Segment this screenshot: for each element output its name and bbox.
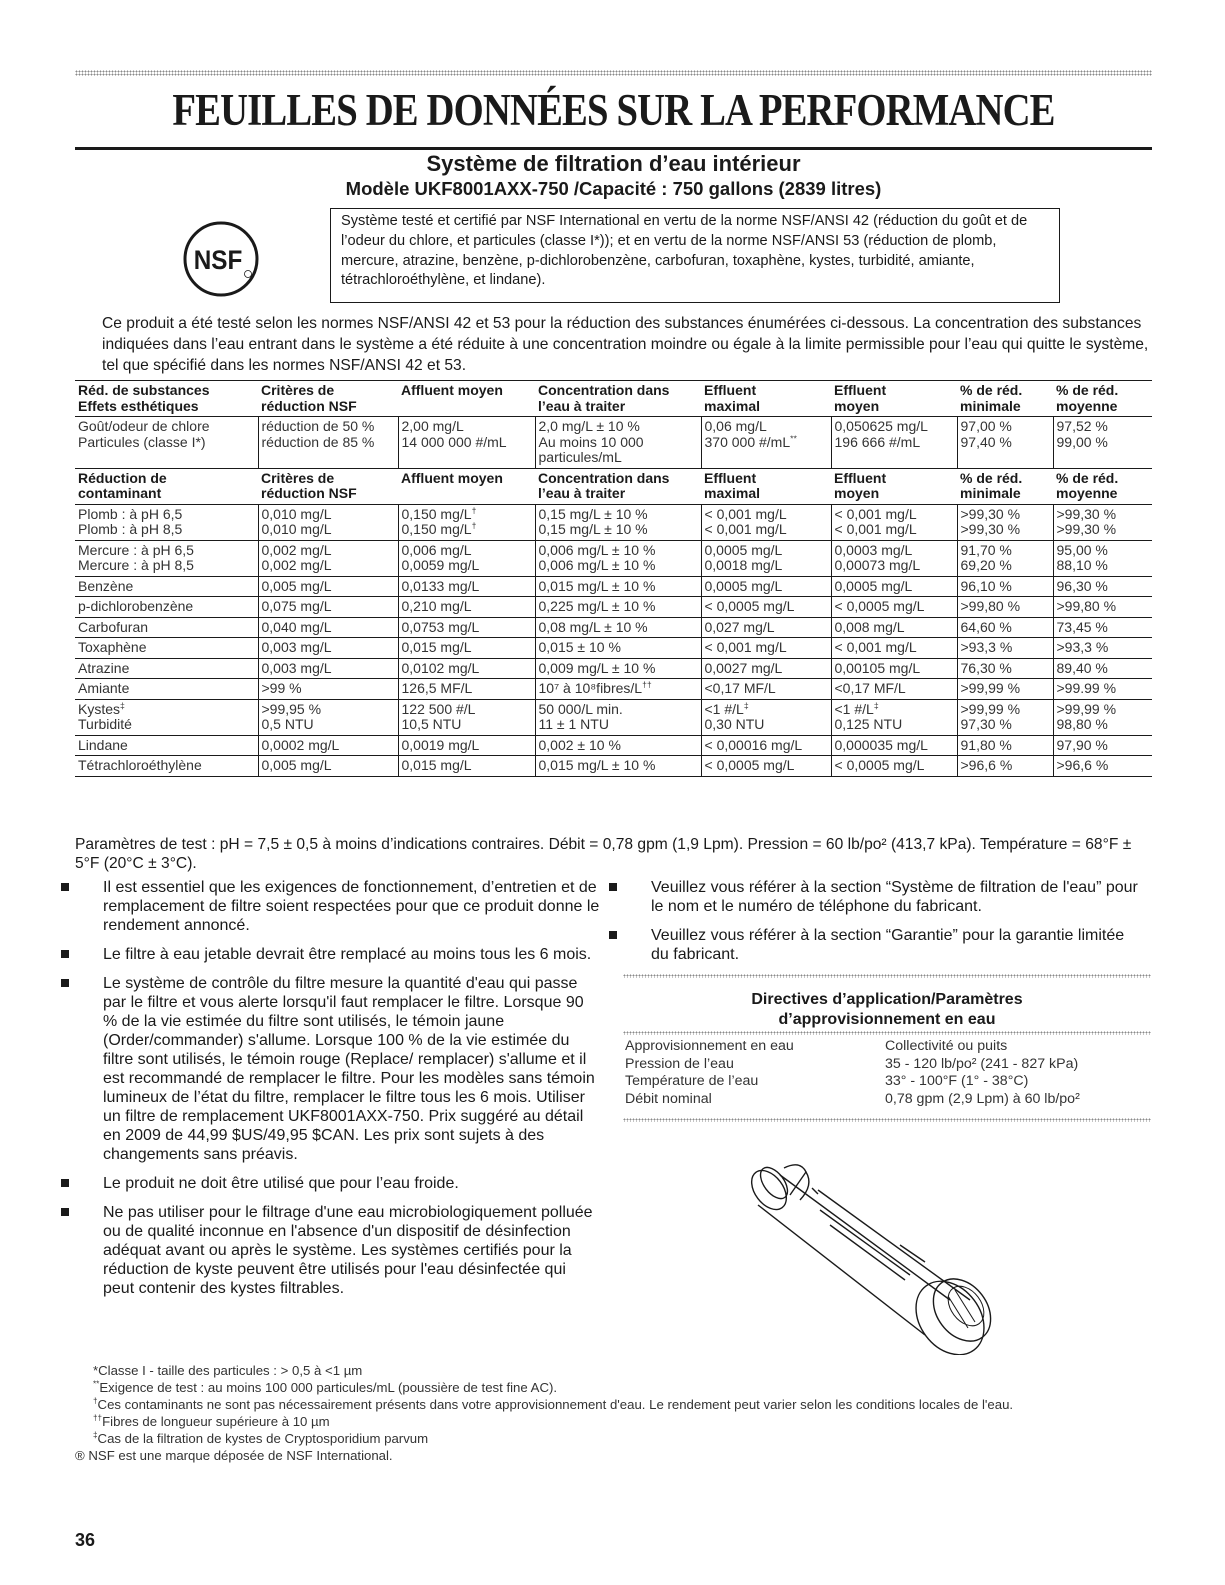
table-cell: 89,40 %: [1053, 658, 1152, 679]
table-cell: 0,0133 mg/L: [398, 576, 535, 597]
table-cell: 76,30 %: [957, 658, 1053, 679]
table-header-cell: % de réd. moyenne: [1056, 469, 1119, 501]
table-cell: >96,6 %: [957, 756, 1053, 777]
directive-row: [625, 1073, 1150, 1091]
table-cell: < 0,0005 mg/L: [831, 756, 957, 777]
table-row: [75, 617, 1152, 638]
table-cell: 0,015 mg/L ± 10 %: [535, 576, 701, 597]
directives-top-dotted-bar: [623, 974, 1151, 978]
footnotes: [75, 1362, 1152, 1464]
table-cell: 0,0003 mg/L 0,00073 mg/L: [831, 540, 957, 576]
bullet-item: [623, 878, 1143, 916]
table-cell: Goût/odeur de chlore Particules (classe I*): [78, 418, 210, 450]
table-cell: < 0,0005 mg/L: [831, 597, 957, 618]
table-cell: 0,008 mg/L: [831, 617, 957, 638]
table-cell: 0,009 mg/L ± 10 %: [535, 658, 701, 679]
directive-value: Collectivité ou puits: [885, 1038, 1008, 1054]
table-cell: 96,10 %: [957, 576, 1053, 597]
footnote: †Ces contaminants ne sont pas nécessairement présents dans votre approvisionnement d'eau. Le rendement peut varier selon les conditions locales de l'eau.: [93, 1396, 1014, 1412]
directive-label: Débit nominal: [625, 1090, 712, 1107]
table-cell: Toxaphène: [78, 639, 147, 655]
table-row: [75, 699, 1152, 735]
table-cell: >99,99 %: [957, 679, 1053, 700]
bullet-text: Ne pas utiliser pour le filtrage d'une eau microbiologiquement polluée ou de qualité inconnue en l'absence d'un dispositif de désinfection adéquat avant ou après le système. Les systèmes certifiés pour la réduction de kyste peuvent être utilisés pour l'eau désinfectée qui peut contenir des kystes filtrables.: [103, 1204, 593, 1297]
table-cell: 0,006 mg/L ± 10 % 0,006 mg/L ± 10 %: [535, 540, 701, 576]
table-cell: 97,00 % 97,40 %: [957, 417, 1053, 469]
bullet-item: [75, 945, 600, 964]
table-cell: 10⁷ à 10⁸fibres/L††: [535, 679, 701, 700]
table-cell: p-dichlorobenzène: [78, 598, 194, 614]
table-cell: >99,80 %: [1053, 597, 1152, 618]
table-cell: 0,015 mg/L: [398, 638, 535, 659]
bullet-text: Veuillez vous référer à la section “Garantie” pour la garantie limitée du fabricant.: [651, 927, 1125, 963]
bullet-item: [75, 878, 600, 935]
table-cell: 0,0027 mg/L: [701, 658, 831, 679]
table-cell: >96,6 %: [1053, 756, 1152, 777]
table-header-row: [75, 381, 1152, 417]
certification-box: Système testé et certifié par NSF International en vertu de la norme NSF/ANSI 42 (réduction du goût et de l’odeur du chlore, et particules (classe I*)); et en vertu de la norme NSF/ANSI 53 (réduction de plomb, mercure, atrazine, benzène, p-dichlorobenzène, carbofuran, toxaphène, kystes, turbidité, amiante, tétrachloroéthylène, et lindane).: [330, 208, 1060, 303]
table-header-cell: Réduction de contaminant: [78, 469, 167, 501]
table-cell: Kystes‡ Turbidité: [78, 699, 132, 732]
table-cell: 0,003 mg/L: [258, 658, 398, 679]
bullet-item: [75, 1174, 600, 1193]
table-cell: >99,80 %: [957, 597, 1053, 618]
table-cell: réduction de 50 % réduction de 85 %: [258, 417, 398, 469]
bullet-text: Veuillez vous référer à la section “Système de filtration de l'eau” pour le nom et le numéro de téléphone du fabricant.: [651, 879, 1138, 915]
table-cell: 2,0 mg/L ± 10 % Au moins 10 000 particules/mL: [535, 417, 701, 469]
directive-value: 0,78 gpm (2,9 Lpm) à 60 lb/po²: [885, 1090, 1080, 1107]
table-cell: 91,80 %: [957, 735, 1053, 756]
table-cell: 0,0005 mg/L: [701, 576, 831, 597]
directive-label: Température de l’eau: [625, 1073, 759, 1089]
table-header-cell: Critères de réduction NSF: [261, 382, 357, 414]
top-dotted-bar: [75, 70, 1152, 76]
table-cell: 0,0002 mg/L: [258, 735, 398, 756]
table-cell: 0,0005 mg/L: [831, 576, 957, 597]
directives-bottom-dotted-bar: [623, 1118, 1151, 1122]
table-row: [75, 658, 1152, 679]
table-cell: 0,225 mg/L ± 10 %: [535, 597, 701, 618]
directive-row: [625, 1056, 1150, 1074]
table-cell: < 0,001 mg/L: [701, 638, 831, 659]
footnote: ® NSF est une marque déposée de NSF International.: [75, 1448, 393, 1463]
table-header-cell: Effluent maximal: [704, 469, 761, 501]
table-row: [75, 735, 1152, 756]
directive-value: 35 - 120 lb/po² (241 - 827 kPa): [885, 1055, 1079, 1072]
bullet-square-icon: [61, 883, 69, 891]
directives-title-line1: Directives d’application/Paramètres: [751, 991, 1023, 1008]
bullet-square-icon: [61, 1179, 69, 1187]
table-row: [75, 638, 1152, 659]
page-number: 36: [75, 1530, 96, 1550]
table-cell: Mercure : à pH 6,5 Mercure : à pH 8,5: [78, 541, 194, 573]
table-header-cell: % de réd. minimale: [960, 382, 1023, 414]
table-cell: <0,17 MF/L: [701, 679, 831, 700]
directives-table: [625, 1038, 1150, 1108]
table-cell: Carbofuran: [78, 618, 149, 635]
table-cell: < 0,0005 mg/L: [701, 597, 831, 618]
table-header-cell: Réd. de substances Effets esthétiques: [78, 382, 210, 414]
table-cell: 0,0753 mg/L: [398, 617, 535, 638]
bullet-square-icon: [61, 1208, 69, 1216]
bullet-text: Il est essentiel que les exigences de fonctionnement, d’entretien et de remplacement de filtre soient respectées pour que ce produit donne le rendement annoncé.: [103, 879, 600, 934]
table-cell: 0,002 mg/L 0,002 mg/L: [258, 540, 398, 576]
table-cell: 0,050625 mg/L 196 666 #/mL: [831, 417, 957, 469]
table-cell: 0,015 mg/L ± 10 %: [535, 756, 701, 777]
table-cell: < 0,001 mg/L < 0,001 mg/L: [831, 504, 957, 540]
table-cell: 0,010 mg/L 0,010 mg/L: [258, 504, 398, 540]
table-header-row: [75, 468, 1152, 504]
table-header-cell: Affluent moyen: [401, 469, 503, 486]
table-header-cell: Effluent moyen: [834, 382, 887, 414]
page-title: FEUILLES DE DONNÉES SUR LA PERFORMANCE: [172, 85, 1055, 135]
table-cell: >99 %: [258, 679, 398, 700]
table-cell: >93,3 %: [957, 638, 1053, 659]
bullet-square-icon: [609, 931, 617, 939]
bullet-square-icon: [61, 950, 69, 958]
bullet-list-left: [75, 878, 600, 1308]
table-header-cell: Critères de réduction NSF: [261, 469, 357, 501]
table-cell: 0,08 mg/L ± 10 %: [535, 617, 701, 638]
table-header-cell: Concentration dans l’eau à traiter: [538, 469, 670, 501]
table-cell: Benzène: [78, 577, 134, 594]
footnote: ‡Cas de la filtration de kystes de Cryptosporidium parvum: [93, 1430, 429, 1446]
table-cell: < 0,001 mg/L < 0,001 mg/L: [701, 504, 831, 540]
section-subtitle: Système de filtration d’eau intérieur: [426, 151, 801, 176]
footnote: **Exigence de test : au moins 100 000 particules/mL (poussière de test fine AC).: [93, 1379, 558, 1395]
table-row: [75, 504, 1152, 540]
table-cell: 0,0019 mg/L: [398, 735, 535, 756]
table-row: [75, 597, 1152, 618]
table-cell: 0,0102 mg/L: [398, 658, 535, 679]
table-cell: Plomb : à pH 6,5 Plomb : à pH 8,5: [78, 505, 183, 537]
table-header-cell: % de réd. minimale: [960, 469, 1023, 501]
table-cell: 0,005 mg/L: [258, 756, 398, 777]
table-cell: 2,00 mg/L 14 000 000 #/mL: [398, 417, 535, 469]
directive-row: [625, 1038, 1150, 1056]
table-cell: 96,30 %: [1053, 576, 1152, 597]
table-cell: <1 #/L‡ 0,125 NTU: [831, 699, 957, 735]
table-cell: 0,040 mg/L: [258, 617, 398, 638]
table-cell: >99,95 % 0,5 NTU: [258, 699, 398, 735]
table-cell: 0,00105 mg/L: [831, 658, 957, 679]
directives-mid-dotted-bar: [623, 1031, 1151, 1035]
table-cell: Amiante: [78, 680, 130, 696]
table-cell: Tétrachloroéthylène: [78, 757, 202, 773]
directive-row: [625, 1091, 1150, 1109]
table-row: [75, 576, 1152, 597]
test-parameters: Paramètres de test : pH = 7,5 ± 0,5 à moins d’indications contraires. Débit = 0,78 gpm (1,9 Lpm). Pression = 60 lb/po² (413,7 kPa). Température = 68°F ± 5°F (20°C ± 3°C).: [75, 836, 1132, 872]
table-cell: 0,150 mg/L† 0,150 mg/L†: [398, 504, 535, 540]
table-cell: >99.99 %: [1053, 679, 1152, 700]
bullet-square-icon: [609, 883, 617, 891]
table-header-cell: Effluent moyen: [834, 469, 887, 501]
table-cell: >99,99 % 98,80 %: [1053, 699, 1152, 735]
table-cell: 122 500 #/L 10,5 NTU: [398, 699, 535, 735]
table-header-cell: Concentration dans l’eau à traiter: [538, 382, 670, 414]
table-cell: 126,5 MF/L: [398, 679, 535, 700]
table-cell: 0,015 ± 10 %: [535, 638, 701, 659]
bullet-text: Le système de contrôle du filtre mesure la quantité d'eau qui passe par le filtre et vous alerte lorsqu'il faut remplacer le filtre. Lorsque 90 % de la vie estimée du filtre sont utilisés, le témoin jaune (Order/commander) s'allume. Lorsque 100 % de la vie estimée du filtre sont utilisés, le témoin rouge (Replace/ remplacer) s'allume et il est recommandé de remplacer le filtre. Pour les modèles sans témoin lumineux de l’état du filtre, remplacer le filtre tous les 6 mois. Utiliser un filtre de remplacement UKF8001AXX-750. Prix suggéré au détail en 2009 de 44,99 $US/49,95 $CAN. Les prix sont sujets à des changements sans préavis.: [103, 975, 595, 1163]
table-cell: 0,027 mg/L: [701, 617, 831, 638]
table-cell: >99,30 % >99,30 %: [957, 504, 1053, 540]
table-row: [75, 540, 1152, 576]
table-cell: <1 #/L‡ 0,30 NTU: [701, 699, 831, 735]
table-cell: 0,000035 mg/L: [831, 735, 957, 756]
table-cell: 64,60 %: [957, 617, 1053, 638]
directives-title-line2: d’approvisionnement en eau: [778, 1011, 996, 1028]
bullet-list-right: [623, 878, 1143, 974]
directive-value: 33° - 100°F (1° - 38°C): [885, 1073, 1029, 1089]
table-cell: 0,075 mg/L: [258, 597, 398, 618]
table-cell: 0,006 mg/L 0,0059 mg/L: [398, 540, 535, 576]
model-line: Modèle UKF8001AXX-750 /Capacité : 750 gallons (2839 litres): [345, 178, 882, 199]
nsf-logo-text: NSF: [193, 245, 243, 276]
table-cell: 0,005 mg/L: [258, 576, 398, 597]
nsf-logo-icon: [182, 220, 260, 298]
performance-table: [75, 380, 1152, 777]
table-cell: 0,0005 mg/L 0,0018 mg/L: [701, 540, 831, 576]
bullet-text: Le filtre à eau jetable devrait être remplacé au moins tous les 6 mois.: [103, 946, 592, 963]
water-filter-cartridge-illustration: [750, 1150, 1020, 1355]
table-cell: 91,70 % 69,20 %: [957, 540, 1053, 576]
bullet-square-icon: [61, 979, 69, 987]
table-cell: 0,15 mg/L ± 10 % 0,15 mg/L ± 10 %: [535, 504, 701, 540]
bullet-item: [75, 974, 600, 1164]
table-header-cell: Affluent moyen: [401, 382, 503, 398]
table-cell: 0,06 mg/L 370 000 #/mL**: [701, 417, 831, 469]
table-header-cell: % de réd. moyenne: [1056, 382, 1119, 414]
table-cell: 50 000/L min. 11 ± 1 NTU: [535, 699, 701, 735]
table-row: [75, 756, 1152, 777]
table-cell: >99,99 % 97,30 %: [957, 699, 1053, 735]
title-rule: [75, 147, 1152, 150]
table-cell: 97,90 %: [1053, 735, 1152, 756]
bullet-item: [75, 1203, 600, 1298]
table-header-cell: Effluent maximal: [704, 382, 761, 414]
footnote: *Classe I - taille des particules : > 0,5 à <1 µm: [93, 1363, 363, 1378]
bullet-item: [623, 926, 1143, 964]
table-cell: 97,52 % 99,00 %: [1053, 417, 1152, 469]
table-cell: < 0,00016 mg/L: [701, 735, 831, 756]
table-row: [75, 417, 1152, 469]
intro-paragraph: Ce produit a été testé selon les normes NSF/ANSI 42 et 53 pour la réduction des substances énumérées ci-dessous. La concentration des substances indiquées dans l’eau entrant dans le système a été réduite à une concentration moindre ou égale à la limite permissible pour l’eau qui quitte le système, tel que spécifié dans les normes NSF/ANSI 42 et 53.: [102, 315, 1149, 374]
table-cell: 0,003 mg/L: [258, 638, 398, 659]
table-cell: >93,3 %: [1053, 638, 1152, 659]
table-cell: <0,17 MF/L: [831, 679, 957, 700]
table-cell: >99,30 % >99,30 %: [1053, 504, 1152, 540]
table-cell: < 0,001 mg/L: [831, 638, 957, 659]
table-cell: 95,00 % 88,10 %: [1053, 540, 1152, 576]
directives-title: [623, 990, 1151, 1030]
table-cell: Atrazine: [78, 659, 130, 676]
table-cell: 0,210 mg/L: [398, 597, 535, 618]
table-cell: 0,015 mg/L: [398, 756, 535, 777]
directive-label: Pression de l’eau: [625, 1055, 734, 1072]
directive-label: Approvisionnement en eau: [625, 1038, 794, 1054]
footnote: ††Fibres de longueur supérieure à 10 µm: [93, 1413, 330, 1429]
table-cell: 0,002 ± 10 %: [535, 735, 701, 756]
bullet-text: Le produit ne doit être utilisé que pour l’eau froide.: [103, 1175, 459, 1192]
table-cell: 73,45 %: [1053, 617, 1152, 638]
table-row: [75, 679, 1152, 700]
table-cell: Lindane: [78, 736, 128, 753]
table-cell: < 0,0005 mg/L: [701, 756, 831, 777]
